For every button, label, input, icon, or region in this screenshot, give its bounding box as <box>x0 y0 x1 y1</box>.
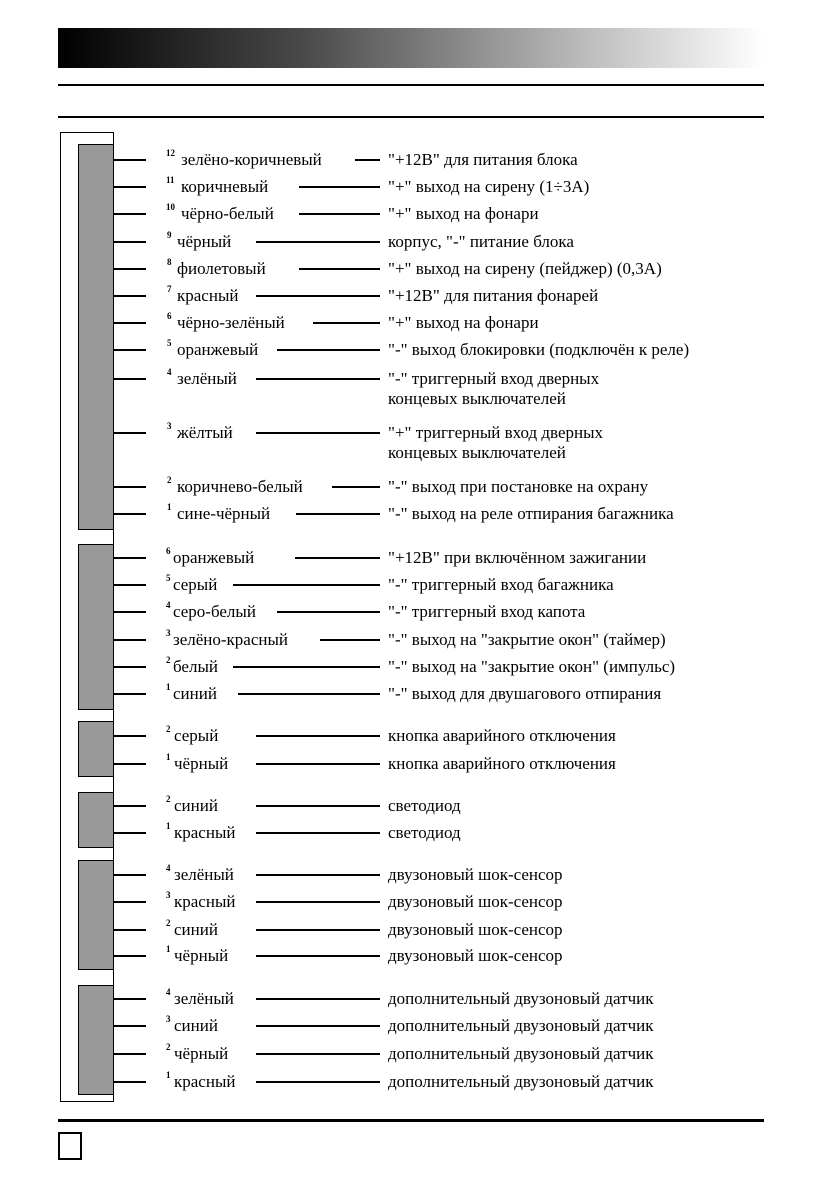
pin-number: 2 <box>166 724 171 734</box>
wire-color: фиолетовый <box>177 259 266 278</box>
footer-rule <box>58 1119 764 1122</box>
wire-color: чёрный <box>177 232 232 251</box>
wire-stub <box>114 735 146 737</box>
wire-stub <box>114 186 146 188</box>
wire-row <box>0 626 822 654</box>
wire-function <box>388 477 648 497</box>
wire-color: оранжевый <box>173 548 255 567</box>
wire-row <box>0 1068 822 1096</box>
page-number-box <box>58 1132 82 1160</box>
wire-stub <box>114 159 146 161</box>
pin-number: 3 <box>166 1014 171 1024</box>
wire-color: чёрно-белый <box>181 204 274 223</box>
wire-function <box>388 684 661 704</box>
wire-function-line: "+12В" для питания фонарей <box>388 286 599 305</box>
wire-stub <box>114 998 146 1000</box>
leader-line <box>256 874 380 876</box>
wire-function <box>388 340 689 360</box>
pin-number: 1 <box>166 1070 171 1080</box>
wire-color: красный <box>177 286 239 305</box>
wire-function-line: "-" выход при постановке на охрану <box>388 477 649 496</box>
pin-number: 6 <box>166 546 171 556</box>
wire-color: зелёно-красный <box>173 630 289 649</box>
wire-function-line: дополнительный двузоновый датчик <box>388 1016 654 1035</box>
wire-function <box>388 946 563 966</box>
leader-line <box>277 611 380 613</box>
leader-line <box>277 349 380 351</box>
wire-function-line: "-" выход на реле отпирания багажника <box>388 504 674 523</box>
leader-line <box>256 1025 380 1027</box>
wire-function-line: "-" выход на "закрытие окон" (импульс) <box>388 657 676 676</box>
wire-function <box>388 657 675 677</box>
wire-function <box>388 1016 653 1036</box>
wire-color: чёрный <box>174 946 229 965</box>
wire-function-line: двузоновый шок-сенсор <box>388 865 563 884</box>
wire-function-line: кнопка аварийного отключения <box>388 754 616 773</box>
pin-number: 4 <box>166 987 171 997</box>
wire-function-line: "-" выход на "закрытие окон" (таймер) <box>388 630 666 649</box>
pin-number: 12 <box>166 148 175 158</box>
pin-number: 4 <box>167 367 172 377</box>
wire-function <box>388 726 616 746</box>
pin-number: 2 <box>166 1042 171 1052</box>
wire-row <box>0 282 822 310</box>
wire-function <box>388 823 461 843</box>
wire-row <box>0 255 822 283</box>
wire-row <box>0 544 822 572</box>
leader-line <box>238 693 380 695</box>
wire-stub <box>114 349 146 351</box>
wire-function-line: дополнительный двузоновый датчик <box>388 989 654 1008</box>
wire-function <box>388 548 646 568</box>
wire-row <box>0 680 822 708</box>
wire-function-line: "-" триггерный вход капота <box>388 602 586 621</box>
wire-row <box>0 1040 822 1068</box>
pin-number: 3 <box>166 890 171 900</box>
wire-row <box>0 336 822 364</box>
leader-line <box>299 213 380 215</box>
wire-function <box>388 369 599 409</box>
wire-color: зелёный <box>177 369 237 388</box>
wire-color: зелёный <box>174 865 234 884</box>
leader-line <box>256 1081 380 1083</box>
wire-color: синий <box>173 684 217 703</box>
leader-line <box>332 486 380 488</box>
wire-function-line: двузоновый шок-сенсор <box>388 920 563 939</box>
wire-color: коричнево-белый <box>177 477 303 496</box>
wire-function-line-2: концевых выключателей <box>388 389 566 408</box>
pin-number: 2 <box>166 918 171 928</box>
wire-stub <box>114 584 146 586</box>
pin-number: 1 <box>167 502 172 512</box>
wire-function-line: "-" выход для двушагового отпирания <box>388 684 662 703</box>
wire-stub <box>114 1025 146 1027</box>
wire-function <box>388 286 598 306</box>
wire-row <box>0 916 822 944</box>
leader-line <box>355 159 380 161</box>
pin-number: 4 <box>166 600 171 610</box>
wire-function <box>388 575 614 595</box>
leader-line <box>295 557 380 559</box>
leader-line <box>256 805 380 807</box>
wire-stub <box>114 955 146 957</box>
wire-color: серо-белый <box>173 602 256 621</box>
wire-row <box>0 500 822 528</box>
pin-number: 10 <box>166 202 175 212</box>
wire-function <box>388 259 662 279</box>
wire-row <box>0 200 822 228</box>
wire-function-line: "+" выход на сирену (пейджер) (0,3А) <box>388 259 662 278</box>
wire-stub <box>114 513 146 515</box>
wire-color: красный <box>174 1072 236 1091</box>
wire-function-line: дополнительный двузоновый датчик <box>388 1044 654 1063</box>
leader-line <box>296 513 380 515</box>
wire-row <box>0 792 822 820</box>
wire-function <box>388 232 574 252</box>
wire-function-line: "+12В" для питания блока <box>388 150 578 169</box>
wire-color: синий <box>174 1016 218 1035</box>
wire-function <box>388 920 563 940</box>
leader-line <box>256 763 380 765</box>
pin-number: 6 <box>167 311 172 321</box>
leader-line <box>233 584 380 586</box>
pin-number: 4 <box>166 863 171 873</box>
wire-function <box>388 1072 653 1092</box>
wire-row <box>0 365 822 408</box>
wire-color: красный <box>174 892 236 911</box>
leader-line <box>256 901 380 903</box>
wire-stub <box>114 693 146 695</box>
leader-line <box>299 268 380 270</box>
wire-function-line: кнопка аварийного отключения <box>388 726 616 745</box>
wire-stub <box>114 557 146 559</box>
wire-function <box>388 204 539 224</box>
wire-row <box>0 985 822 1013</box>
wire-row <box>0 309 822 337</box>
pin-number: 3 <box>167 421 172 431</box>
wire-function <box>388 177 589 197</box>
pin-number: 1 <box>166 682 171 692</box>
wire-function-line: "+" выход на фонари <box>388 204 539 223</box>
leader-line <box>256 929 380 931</box>
wire-row <box>0 653 822 681</box>
leader-line <box>299 186 380 188</box>
wire-row <box>0 228 822 256</box>
wire-row <box>0 173 822 201</box>
wire-row <box>0 473 822 501</box>
pin-number: 8 <box>167 257 172 267</box>
pin-number: 9 <box>167 230 172 240</box>
wire-row <box>0 598 822 626</box>
wire-function <box>388 989 653 1009</box>
wire-row <box>0 942 822 970</box>
leader-line <box>256 378 380 380</box>
wire-function-line: "+12В" при включённом зажигании <box>388 548 647 567</box>
pin-number: 3 <box>166 628 171 638</box>
wire-function-line: "-" триггерный вход багажника <box>388 575 614 594</box>
pin-number: 5 <box>167 338 172 348</box>
wire-stub <box>114 805 146 807</box>
leader-line <box>320 639 380 641</box>
wire-function <box>388 892 563 912</box>
wire-color: зелёный <box>174 989 234 1008</box>
wire-color: синий <box>174 920 218 939</box>
header-rule-top <box>58 84 764 86</box>
wire-color: чёрно-зелёный <box>177 313 285 332</box>
pin-number: 11 <box>166 175 175 185</box>
wire-color: чёрный <box>174 754 229 773</box>
wire-function <box>388 1044 653 1064</box>
leader-line <box>256 432 380 434</box>
leader-line <box>256 832 380 834</box>
pin-number: 1 <box>166 821 171 831</box>
wire-function-line: двузоновый шок-сенсор <box>388 946 563 965</box>
leader-line <box>256 735 380 737</box>
wire-stub <box>114 213 146 215</box>
wire-function-line: корпус, "-" питание блока <box>388 232 574 251</box>
leader-line <box>256 998 380 1000</box>
leader-line <box>256 1053 380 1055</box>
wire-color: серый <box>173 575 218 594</box>
wire-function-line: дополнительный двузоновый датчик <box>388 1072 654 1091</box>
wire-stub <box>114 268 146 270</box>
wire-function-line: "-" выход блокировки (подключён к реле) <box>388 340 690 359</box>
wire-function <box>388 313 539 333</box>
pin-number: 2 <box>166 655 171 665</box>
header-rule-bottom <box>58 116 764 118</box>
wire-function-line: "+" выход на сирену (1÷3А) <box>388 177 590 196</box>
leader-line <box>313 322 380 324</box>
wire-function <box>388 796 461 816</box>
pin-number: 7 <box>167 284 172 294</box>
wire-color: белый <box>173 657 218 676</box>
wire-stub <box>114 611 146 613</box>
wire-stub <box>114 1081 146 1083</box>
wire-function-line: светодиод <box>388 823 461 842</box>
wire-row <box>0 819 822 847</box>
wire-row <box>0 722 822 750</box>
pin-number: 1 <box>166 752 171 762</box>
wire-stub <box>114 901 146 903</box>
wire-stub <box>114 832 146 834</box>
leader-line <box>256 955 380 957</box>
wire-stub <box>114 432 146 434</box>
wire-stub <box>114 295 146 297</box>
wire-function <box>388 423 603 463</box>
pin-number: 5 <box>166 573 171 583</box>
wire-color: коричневый <box>181 177 269 196</box>
wire-stub <box>114 639 146 641</box>
wire-row <box>0 419 822 462</box>
wire-color: сине-чёрный <box>177 504 271 523</box>
wire-row <box>0 571 822 599</box>
pin-number: 2 <box>166 794 171 804</box>
wire-function <box>388 754 616 774</box>
wire-stub <box>114 241 146 243</box>
wire-color: зелёно-коричневый <box>181 150 322 169</box>
wire-function-line: двузоновый шок-сенсор <box>388 892 563 911</box>
leader-line <box>256 241 380 243</box>
wire-function-line: светодиод <box>388 796 461 815</box>
wire-function-line: "-" триггерный вход дверных <box>388 369 600 388</box>
leader-line <box>256 295 380 297</box>
wire-stub <box>114 666 146 668</box>
leader-line <box>233 666 380 668</box>
wire-function-line: "+" выход на фонари <box>388 313 539 332</box>
wire-color: синий <box>174 796 218 815</box>
wire-function-line: "+" триггерный вход дверных <box>388 423 604 442</box>
pin-number: 1 <box>166 944 171 954</box>
wire-function <box>388 865 563 885</box>
wire-function <box>388 630 666 650</box>
wire-function <box>388 504 674 524</box>
wire-function-line-2: концевых выключателей <box>388 443 566 462</box>
wire-stub <box>114 1053 146 1055</box>
wire-function <box>388 150 578 170</box>
wire-stub <box>114 322 146 324</box>
wire-stub <box>114 378 146 380</box>
wire-row <box>0 888 822 916</box>
pin-number: 2 <box>167 475 172 485</box>
wire-function <box>388 602 585 622</box>
wire-row <box>0 1012 822 1040</box>
wire-stub <box>114 763 146 765</box>
wire-row <box>0 750 822 778</box>
wire-color: оранжевый <box>177 340 259 359</box>
wire-row <box>0 146 822 174</box>
wire-row <box>0 861 822 889</box>
header-gradient-bar <box>58 28 764 68</box>
wire-stub <box>114 929 146 931</box>
wire-stub <box>114 486 146 488</box>
wire-stub <box>114 874 146 876</box>
wire-color: жёлтый <box>177 423 233 442</box>
wire-color: серый <box>174 726 219 745</box>
wire-color: красный <box>174 823 236 842</box>
wire-color: чёрный <box>174 1044 229 1063</box>
